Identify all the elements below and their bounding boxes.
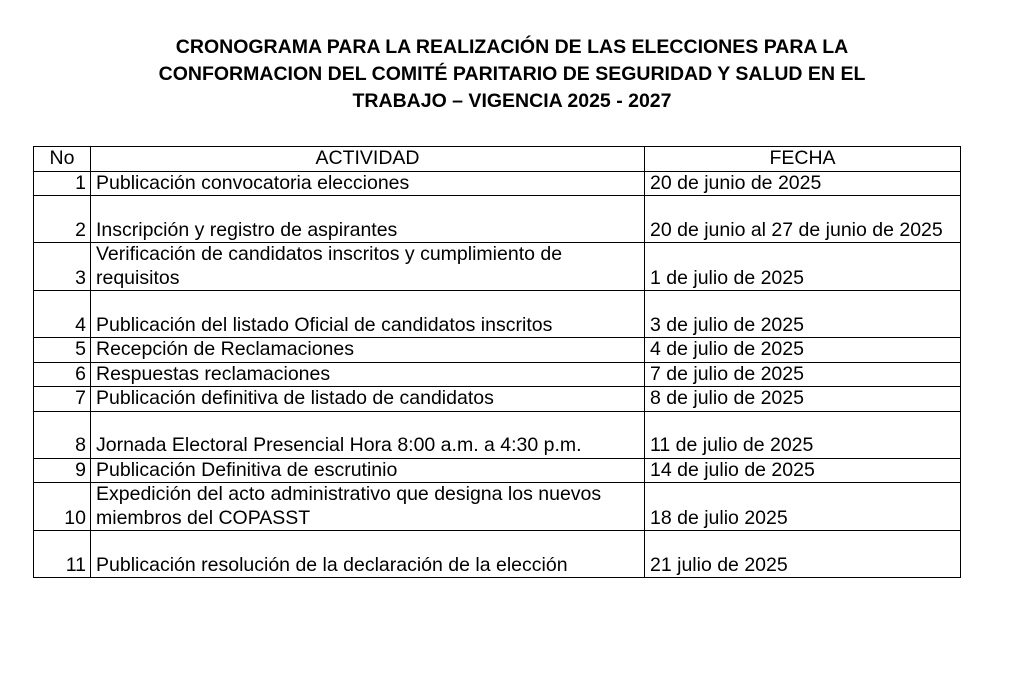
- table-row: [34, 531, 961, 578]
- table-row: [34, 483, 961, 531]
- row-date: 1 de julio de 2025: [645, 243, 961, 291]
- row-activity: Verificación de candidatos inscritos y cumplimiento de requisitos: [91, 243, 645, 291]
- table-row: [34, 291, 961, 338]
- row-number: 6: [34, 362, 91, 387]
- row-date: 21 julio de 2025: [645, 531, 961, 578]
- row-date: 18 de julio 2025: [645, 483, 961, 531]
- row-activity: Expedición del acto administrativo que designa los nuevos miembros del COPASST: [91, 483, 645, 531]
- row-activity: Publicación Definitiva de escrutinio: [91, 458, 645, 483]
- row-activity: Recepción de Reclamaciones: [91, 338, 645, 363]
- table-row: [34, 338, 961, 363]
- table-row: [34, 196, 961, 243]
- document-title: [40, 34, 984, 115]
- row-activity: Publicación del listado Oficial de candidatos inscritos: [91, 291, 645, 338]
- row-activity: Publicación convocatoria elecciones: [91, 171, 645, 196]
- row-activity: Inscripción y registro de aspirantes: [91, 196, 645, 243]
- table-row: [34, 243, 961, 291]
- row-date: 11 de julio de 2025: [645, 411, 961, 458]
- title-line-3: TRABAJO – VIGENCIA 2025 - 2027: [352, 90, 672, 112]
- row-number: 3: [34, 243, 91, 291]
- table-header-row: [34, 147, 961, 172]
- row-date: 20 de junio de 2025: [645, 171, 961, 196]
- header-date: FECHA: [645, 147, 961, 172]
- row-number: 5: [34, 338, 91, 363]
- table-row: [34, 362, 961, 387]
- header-no: No: [34, 147, 91, 172]
- row-activity: Publicación resolución de la declaración de la elección: [91, 531, 645, 578]
- table-row: [34, 411, 961, 458]
- table-row: [34, 387, 961, 412]
- row-date: 7 de julio de 2025: [645, 362, 961, 387]
- row-date: 14 de julio de 2025: [645, 458, 961, 483]
- row-date: 4 de julio de 2025: [645, 338, 961, 363]
- election-schedule-table: [33, 146, 961, 578]
- row-number: 4: [34, 291, 91, 338]
- row-number: 10: [34, 483, 91, 531]
- row-number: 7: [34, 387, 91, 412]
- header-activity: ACTIVIDAD: [91, 147, 645, 172]
- row-number: 2: [34, 196, 91, 243]
- table-row: [34, 458, 961, 483]
- title-line-2: CONFORMACION DEL COMITÉ PARITARIO DE SEGURIDAD Y SALUD EN EL: [158, 63, 866, 85]
- row-date: 3 de julio de 2025: [645, 291, 961, 338]
- table-row: [34, 171, 961, 196]
- title-line-1: CRONOGRAMA PARA LA REALIZACIÓN DE LAS ELECCIONES PARA LA: [175, 36, 849, 58]
- row-number: 9: [34, 458, 91, 483]
- row-activity: Respuestas reclamaciones: [91, 362, 645, 387]
- row-number: 1: [34, 171, 91, 196]
- row-number: 8: [34, 411, 91, 458]
- row-date: 8 de julio de 2025: [645, 387, 961, 412]
- row-activity: Publicación definitiva de listado de candidatos: [91, 387, 645, 412]
- row-activity: Jornada Electoral Presencial Hora 8:00 a.m. a 4:30 p.m.: [91, 411, 645, 458]
- row-date: 20 de junio al 27 de junio de 2025: [645, 196, 961, 243]
- row-number: 11: [34, 531, 91, 578]
